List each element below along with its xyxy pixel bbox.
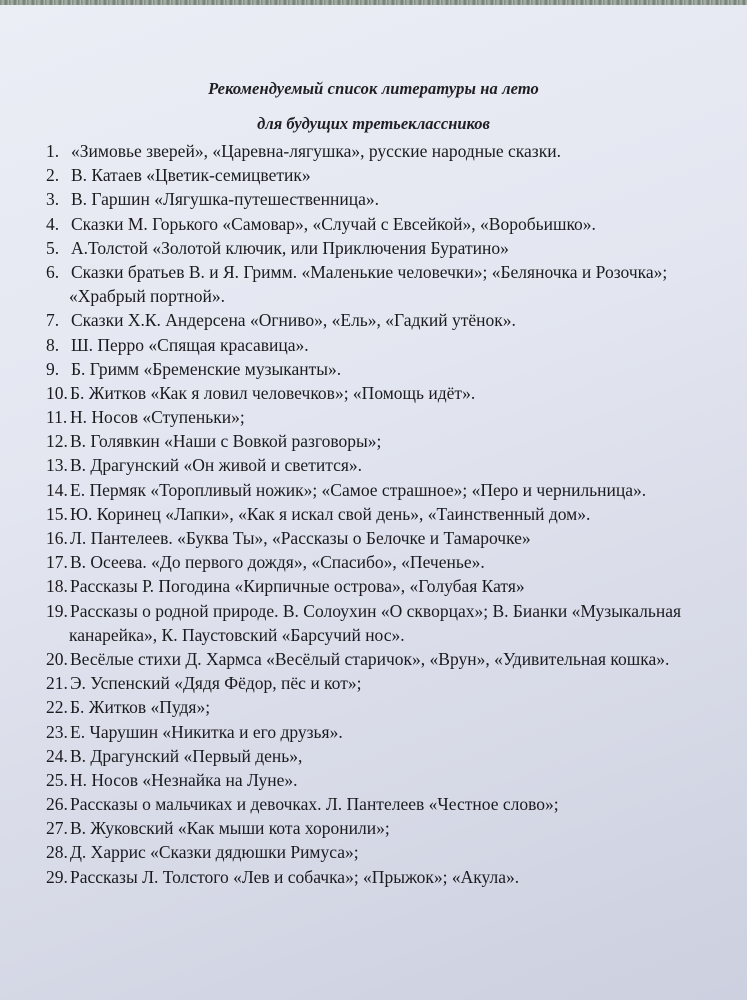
- list-item: [0, 187, 747, 211]
- list-item: [0, 840, 747, 864]
- list-item-number: 6.: [46, 261, 60, 282]
- list-item-line: [0, 647, 747, 671]
- list-item-text: канарейка», К. Паустовский «Барсучий нос».: [69, 624, 405, 645]
- list-item-line: [0, 550, 747, 574]
- list-item: [0, 816, 747, 840]
- list-item-number: 26.: [46, 794, 68, 815]
- list-item-line: [0, 139, 747, 163]
- list-item-text: Рассказы Р. Погодина «Кирпичные острова», «Голубая Катя»: [70, 576, 525, 597]
- list-item-text: В. Жуковский «Как мыши кота хоронили»;: [70, 818, 390, 839]
- list-item-number: 3.: [46, 189, 60, 210]
- list-item-text: «Храбрый портной».: [69, 286, 225, 307]
- list-item-line: [0, 792, 747, 816]
- printed-page: [0, 5, 747, 1000]
- list-item: [0, 260, 747, 308]
- list-item: [0, 647, 747, 671]
- list-item: [0, 526, 747, 550]
- list-item: [0, 429, 747, 453]
- list-item-line: [0, 187, 747, 211]
- list-item: [0, 381, 747, 405]
- list-item-text: Ю. Коринец «Лапки», «Как я искал свой день», «Таинственный дом».: [70, 503, 591, 524]
- list-item-number: 20.: [46, 648, 68, 669]
- list-item-number: 10.: [46, 382, 68, 403]
- list-item-text: Сказки братьев В. и Я. Гримм. «Маленькие человечки»; «Беляночка и Розочка»;: [71, 261, 668, 282]
- list-item-text: Б. Житков «Как я ловил человечков»; «Помощь идёт».: [70, 382, 476, 403]
- list-item-number: 5.: [46, 237, 60, 258]
- list-item: [0, 865, 747, 889]
- list-item-line: [0, 720, 747, 744]
- list-item-number: 14.: [46, 479, 68, 500]
- list-item-number: 18.: [46, 576, 68, 597]
- list-item-line: [0, 695, 747, 719]
- list-item-number: 12.: [46, 431, 68, 452]
- list-item-text: Сказки М. Горького «Самовар», «Случай с Евсейкой», «Воробьишко».: [71, 213, 596, 234]
- list-item-line: [0, 163, 747, 187]
- list-item-line: [0, 453, 747, 477]
- list-item-text: «Зимовье зверей», «Царевна-лягушка», русские народные сказки.: [71, 141, 561, 161]
- list-item: [0, 333, 747, 357]
- list-item-line: [0, 357, 747, 381]
- list-item-number: 1.: [46, 141, 60, 161]
- list-item: [0, 744, 747, 768]
- list-item: [0, 695, 747, 719]
- list-item-text: Н. Носов «Незнайка на Луне».: [70, 769, 298, 790]
- list-item-text: Рассказы о родной природе. В. Солоухин «О скворцах»; В. Бианки «Музыкальная: [70, 600, 682, 621]
- list-item-number: 22.: [46, 697, 68, 718]
- list-item-text: Е. Пермяк «Торопливый ножик»; «Самое страшное»; «Перо и чернильница».: [70, 479, 647, 500]
- list-item-text: Рассказы о мальчиках и девочках. Л. Пантелеев «Честное слово»;: [70, 794, 559, 815]
- list-item-text: В. Осеева. «До первого дождя», «Спасибо», «Печенье».: [70, 552, 485, 573]
- list-item-line: [0, 308, 747, 332]
- list-item-number: 29.: [46, 866, 68, 887]
- list-item-text: Д. Харрис «Сказки дядюшки Римуса»;: [70, 842, 359, 863]
- list-item-continuation: [0, 623, 747, 647]
- list-item-line: [0, 744, 747, 768]
- list-item-text: В. Драгунский «Первый день»,: [70, 745, 303, 766]
- list-item-line: [0, 816, 747, 840]
- list-item-number: 16.: [46, 528, 68, 548]
- list-item-text: В. Драгунский «Он живой и светится».: [70, 455, 363, 476]
- list-item-text: Л. Пантелеев. «Буква Ты», «Рассказы о Белочке и Тамарочке»: [70, 528, 531, 548]
- list-item: [0, 574, 747, 598]
- list-item-line: [0, 865, 747, 889]
- list-item-text: А.Толстой «Золотой ключик, или Приключения Буратино»: [71, 237, 509, 258]
- list-item-line: [0, 381, 747, 405]
- list-item-text: Э. Успенский «Дядя Фёдор, пёс и кот»;: [70, 673, 362, 694]
- list-item-number: 9.: [46, 358, 60, 379]
- list-item: [0, 792, 747, 816]
- list-item-number: 19.: [46, 600, 68, 621]
- list-item-text: В. Голявкин «Наши с Вовкой разговоры»;: [70, 431, 382, 452]
- list-item-line: [0, 212, 747, 236]
- list-item-text: В. Гаршин «Лягушка-путешественница».: [71, 189, 380, 210]
- list-item-number: 24.: [46, 745, 68, 766]
- list-item-line: [0, 478, 747, 502]
- list-item-continuation: [0, 284, 747, 308]
- book-list: [0, 139, 747, 889]
- list-item-number: 7.: [46, 310, 60, 331]
- list-item-text: Б. Гримм «Бременские музыканты».: [71, 358, 342, 379]
- list-item-number: 21.: [46, 673, 68, 694]
- list-item-number: 13.: [46, 455, 68, 476]
- list-item: [0, 502, 747, 526]
- list-item: [0, 720, 747, 744]
- list-item: [0, 453, 747, 477]
- list-item-number: 11.: [46, 407, 68, 428]
- list-item-number: 15.: [46, 503, 68, 524]
- list-item-line: [0, 768, 747, 792]
- list-item-line: [0, 502, 747, 526]
- list-item-number: 4.: [46, 213, 60, 234]
- list-item-line: [0, 405, 747, 429]
- document-subtitle: для будущих третьеклассников: [257, 114, 490, 133]
- list-item-line: [0, 429, 747, 453]
- list-item-text: Б. Житков «Пудя»;: [70, 697, 211, 718]
- list-item-text: Весёлые стихи Д. Хармса «Весёлый старичок», «Врун», «Удивительная кошка».: [70, 648, 670, 669]
- list-item-number: 2.: [46, 165, 60, 186]
- list-item-line: [0, 260, 747, 284]
- list-item: [0, 139, 747, 163]
- list-item-text: Ш. Перро «Спящая красавица».: [71, 334, 309, 355]
- list-item: [0, 768, 747, 792]
- document-title: Рекомендуемый список литературы на лето: [208, 79, 539, 98]
- list-item: [0, 308, 747, 332]
- list-item: [0, 236, 747, 260]
- list-item-text: Рассказы Л. Толстого «Лев и собачка»; «Прыжок»; «Акула».: [70, 866, 520, 887]
- list-item: [0, 163, 747, 187]
- list-item: [0, 405, 747, 429]
- list-item-number: 8.: [46, 334, 60, 355]
- list-item-line: [0, 671, 747, 695]
- list-item-line: [0, 574, 747, 598]
- list-item-number: 17.: [46, 552, 68, 573]
- list-item: [0, 212, 747, 236]
- list-item-line: [0, 333, 747, 357]
- list-item-number: 28.: [46, 842, 68, 863]
- list-item: [0, 599, 747, 647]
- list-item-text: Е. Чарушин «Никитка и его друзья».: [70, 721, 343, 742]
- list-item-line: [0, 526, 747, 550]
- list-item: [0, 357, 747, 381]
- list-item-number: 27.: [46, 818, 68, 839]
- list-item-line: [0, 236, 747, 260]
- list-item: [0, 478, 747, 502]
- list-item-text: Сказки Х.К. Андерсена «Огниво», «Ель», «Гадкий утёнок».: [71, 310, 516, 331]
- list-item-line: [0, 840, 747, 864]
- list-item-number: 23.: [46, 721, 68, 742]
- list-item-number: 25.: [46, 769, 68, 790]
- list-item-line: [0, 599, 747, 623]
- list-item: [0, 550, 747, 574]
- list-item: [0, 671, 747, 695]
- list-item-text: В. Катаев «Цветик-семицветик»: [71, 165, 311, 186]
- list-item-text: Н. Носов «Ступеньки»;: [70, 407, 245, 428]
